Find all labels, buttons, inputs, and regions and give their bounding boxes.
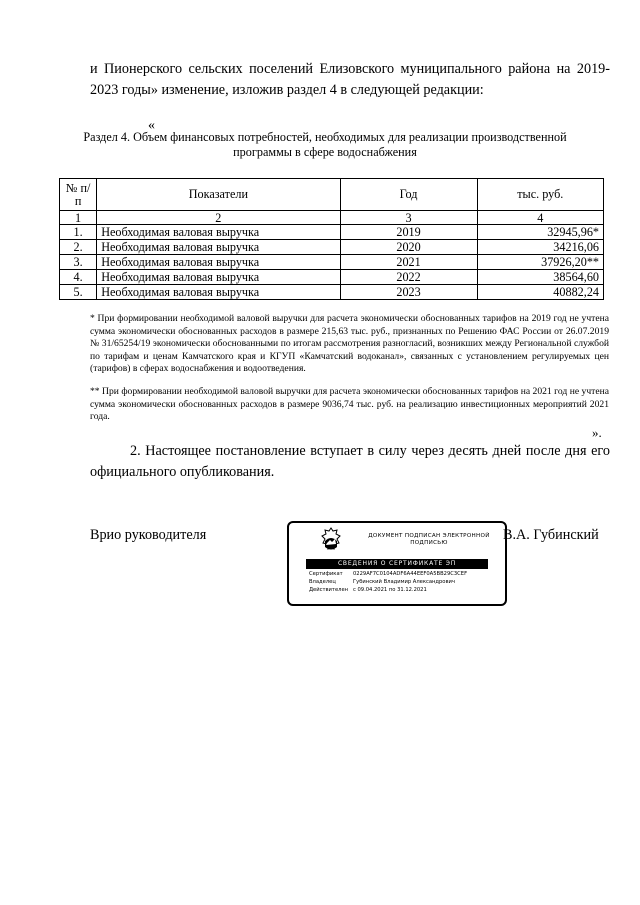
footnote-2: ** При формировании необходимой валовой выручки для расчета экономически обоснованных тарифов на 2021 год не учтена сумма экономически обоснованных расходов в размере 9036,74 тыс. руб. на реализацию инвестиционных мероприятий 2021 года. xyxy=(90,386,609,422)
table-row xyxy=(60,285,604,300)
row-number: 5. xyxy=(60,285,97,300)
row-year: 2021 xyxy=(340,255,477,270)
row-value: 38564,60 xyxy=(477,270,603,285)
column-number: 2 xyxy=(97,211,340,225)
header-year: Год xyxy=(340,179,477,211)
row-indicator: Необходимая валовая выручка xyxy=(97,240,340,255)
row-indicator: Необходимая валовая выручка xyxy=(97,285,340,300)
row-value: 40882,24 xyxy=(477,285,603,300)
row-value: 34216,06 xyxy=(477,240,603,255)
column-number: 3 xyxy=(340,211,477,225)
electronic-signature-stamp xyxy=(287,521,507,606)
row-value: 37926,20** xyxy=(477,255,603,270)
decree-paragraph xyxy=(90,441,610,483)
stamp-certificate-bar: СВЕДЕНИЯ О СЕРТИФИКАТЕ ЭП xyxy=(306,559,488,569)
stamp-validity-label: Действителен xyxy=(309,587,349,593)
row-number: 4. xyxy=(60,270,97,285)
closing-quote: ». xyxy=(592,425,602,440)
row-number: 2. xyxy=(60,240,97,255)
stamp-certificate-row xyxy=(309,571,467,578)
signatory-name: В.А. Губинский xyxy=(503,527,599,543)
column-number-row xyxy=(60,211,604,225)
decree-text: 2. Настоящее постановление вступает в силу через десять дней после дня его официального опубликования. xyxy=(90,443,610,480)
row-year: 2023 xyxy=(340,285,477,300)
header-indicators: Показатели xyxy=(97,179,340,211)
column-number: 1 xyxy=(60,211,97,225)
table-row xyxy=(60,225,604,240)
stamp-certificate-value: 0229AF7C0104ADF6A44EEF0A5BB29C3CEF xyxy=(353,571,468,577)
row-indicator: Необходимая валовая выручка xyxy=(97,225,340,240)
row-indicator: Необходимая валовая выручка xyxy=(97,270,340,285)
row-year: 2020 xyxy=(340,240,477,255)
table-row xyxy=(60,240,604,255)
footnote-1: * При формировании необходимой валовой выручки для расчета экономически обоснованных тарифов на 2019 год не учтена сумма экономически обоснованных расходов в размере 215,63 тыс. руб., признанных по Решению ФАС России от 26.07.2019 № 31/65254/19 экономически обоснованными по итогам рассмотрения разногласий, возникших между Региональной службой по тарифам и ценам Камчатского края и КГУП «Камчатский водоканал», связанных с установлением регулируемых цен (тарифов) в сферах водоснабжения и водоотведения. xyxy=(90,313,609,374)
stamp-owner-row xyxy=(309,579,455,586)
stamp-validity-row xyxy=(309,587,427,594)
row-year: 2019 xyxy=(340,225,477,240)
row-number: 1. xyxy=(60,225,97,240)
header-number: № п/п xyxy=(60,179,97,211)
coat-of-arms-icon xyxy=(321,527,341,553)
stamp-owner-value: Губинский Владимир Александрович xyxy=(353,579,455,585)
stamp-owner-label: Владелец xyxy=(309,579,336,585)
column-number: 4 xyxy=(477,211,603,225)
intro-paragraph: и Пионерского сельских поселений Елизовского муниципального района на 2019-2023 годы» изменение, изложив раздел 4 в следующей редакции: xyxy=(90,61,610,98)
table-header-row xyxy=(60,179,604,211)
header-amount: тыс. руб. xyxy=(477,179,603,211)
stamp-certificate-label: Сертификат xyxy=(309,571,343,577)
financial-needs-table xyxy=(59,178,604,300)
opening-quote: « xyxy=(148,118,155,133)
stamp-header: ДОКУМЕНТ ПОДПИСАН ЭЛЕКТРОННОЙ ПОДПИСЬЮ xyxy=(368,533,490,546)
section-title: Раздел 4. Объем финансовых потребностей, необходимых для реализации производственной программы в сфере водоснабжения xyxy=(83,130,567,159)
row-indicator: Необходимая валовая выручка xyxy=(97,255,340,270)
table-row xyxy=(60,255,604,270)
stamp-validity-value: с 09.04.2021 по 31.12.2021 xyxy=(353,587,427,593)
signatory-role: Врио руководителя xyxy=(90,527,207,543)
table-row xyxy=(60,270,604,285)
row-year: 2022 xyxy=(340,270,477,285)
row-number: 3. xyxy=(60,255,97,270)
row-value: 32945,96* xyxy=(477,225,603,240)
